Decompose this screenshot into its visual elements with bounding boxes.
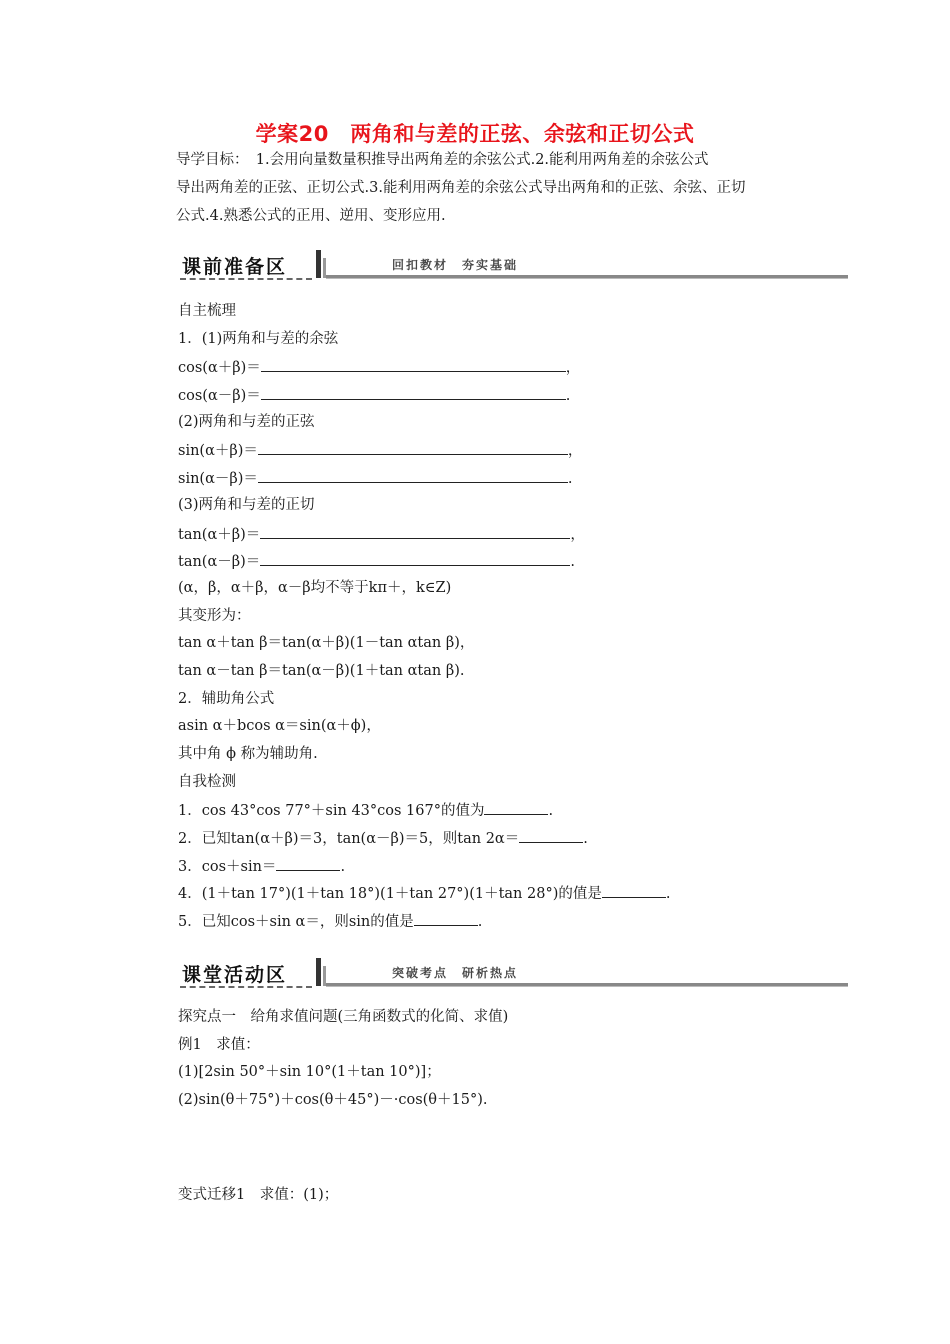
formula-label: cos(α－β)＝ <box>178 388 261 405</box>
question-text: 5．已知cos＋sin α＝，则sin的值是 <box>178 914 414 931</box>
variant-section <box>178 1182 838 1210</box>
objective-line: 公式.4.熟悉公式的正用、逆用、变形应用. <box>176 208 446 224</box>
formula-line: tan α＋tan β＝tan(α＋β)(1－tan αtan β)， <box>178 635 475 652</box>
punctuation: . <box>548 803 554 820</box>
formula-label: sin(α＋β)＝ <box>178 443 258 460</box>
punctuation: . <box>570 554 575 571</box>
formula-label: cos(α＋β)＝ <box>178 360 261 377</box>
question <box>178 907 838 935</box>
formula-line <box>178 520 838 548</box>
banner-subtitle: 突破考点 研析热点 <box>392 966 519 980</box>
formula-note: 其中角 ϕ 称为辅助角. <box>178 746 318 762</box>
condition-note: (α，β，α＋β，α－β均不等于kπ＋，k∈Z) <box>178 579 452 596</box>
class-section <box>178 1004 838 1115</box>
learning-objectives <box>176 146 816 230</box>
formula-line <box>178 353 838 381</box>
banner-rule <box>326 275 848 279</box>
punctuation: . <box>477 914 483 931</box>
list-item: 1．(1)两角和与差的余弦 <box>178 330 339 347</box>
section-heading: 自主梳理 <box>178 303 236 319</box>
answer-blank[interactable] <box>261 381 566 400</box>
question <box>178 852 838 880</box>
punctuation: . <box>340 858 346 875</box>
banner-bar <box>316 958 321 986</box>
banner-subtitle: 回扣教材 夯实基础 <box>392 258 519 272</box>
punctuation: . <box>565 388 571 405</box>
question-text: 4．(1＋tan 17°)(1＋tan 18°)(1＋tan 27°)(1＋tan 28°)的值是 <box>178 886 602 903</box>
banner-divider <box>180 986 312 988</box>
question-text: 2．已知tan(α＋β)＝3，tan(α－β)＝5，则tan 2α＝ <box>178 831 520 848</box>
formula-label: tan(α－β)＝ <box>178 554 261 571</box>
answer-blank[interactable] <box>484 796 548 815</box>
example-heading: 例1 求值： <box>178 1036 260 1053</box>
punctuation: . <box>665 886 671 903</box>
section-heading: 其变形为： <box>178 607 251 624</box>
objective-line: 导学目标： 1.会用向量数量积推导出两角差的余弦公式.2.能利用两角差的余弦公式 <box>176 152 709 168</box>
variant-heading: 变式迁移1 求值：(1)； <box>178 1187 339 1203</box>
question-text: 1．cos 43°cos 77°＋sin 43°cos 167°的值为 <box>178 803 485 820</box>
prep-section <box>178 298 838 935</box>
formula-line: tan α－tan β＝tan(α－β)(1＋tan αtan β). <box>178 662 465 679</box>
example-part: (1)[2sin 50°＋sin 10°(1＋tan 10°)]； <box>178 1064 441 1081</box>
question-text: 3．cos＋sin＝ <box>178 858 277 875</box>
punctuation: ， <box>565 360 581 377</box>
banner-bar <box>316 250 321 278</box>
question <box>178 796 838 824</box>
answer-blank[interactable] <box>260 547 570 566</box>
formula-line <box>178 547 838 575</box>
banner-tag: 课堂活动区 <box>182 964 288 986</box>
section-banner-class <box>176 958 848 992</box>
answer-blank[interactable] <box>414 907 478 926</box>
answer-blank[interactable] <box>276 852 340 871</box>
punctuation: . <box>567 471 573 488</box>
page-title: 学案20 两角和与差的正弦、余弦和正切公式 <box>255 122 695 146</box>
answer-blank[interactable] <box>602 879 666 898</box>
example-part: (2)sin(θ＋75°)＋cos(θ＋45°)－·cos(θ＋15°). <box>178 1092 488 1109</box>
formula-line <box>178 436 838 464</box>
banner-tag: 课前准备区 <box>182 256 288 278</box>
section-banner-prep <box>176 250 848 284</box>
list-item: (2)两角和与差的正弦 <box>178 413 315 430</box>
list-item: (3)两角和与差的正切 <box>178 496 315 513</box>
formula-label: tan(α＋β)＝ <box>178 526 261 543</box>
section-heading: 自我检测 <box>178 773 236 790</box>
formula-line <box>178 381 838 409</box>
answer-blank[interactable] <box>260 520 570 539</box>
answer-blank[interactable] <box>258 436 568 455</box>
banner-rule <box>326 983 848 987</box>
formula-line: asin α＋bcos α＝sin(α＋ϕ)， <box>178 718 381 735</box>
answer-blank[interactable] <box>519 824 583 843</box>
question <box>178 879 838 907</box>
formula-line <box>178 464 838 492</box>
answer-blank[interactable] <box>258 464 568 483</box>
answer-blank[interactable] <box>261 353 566 372</box>
objective-line: 导出两角差的正弦、正切公式.3.能利用两角差的余弦公式导出两角和的正弦、余弦、正切 <box>176 180 746 196</box>
punctuation: ， <box>567 443 583 460</box>
topic-heading: 探究点一 给角求值问题(三角函数式的化简、求值) <box>178 1009 509 1025</box>
question <box>178 824 838 852</box>
punctuation: . <box>583 831 588 848</box>
list-item: 2．辅助角公式 <box>178 690 275 707</box>
punctuation: ， <box>570 526 585 543</box>
banner-divider <box>180 278 312 280</box>
formula-label: sin(α－β)＝ <box>178 471 258 488</box>
